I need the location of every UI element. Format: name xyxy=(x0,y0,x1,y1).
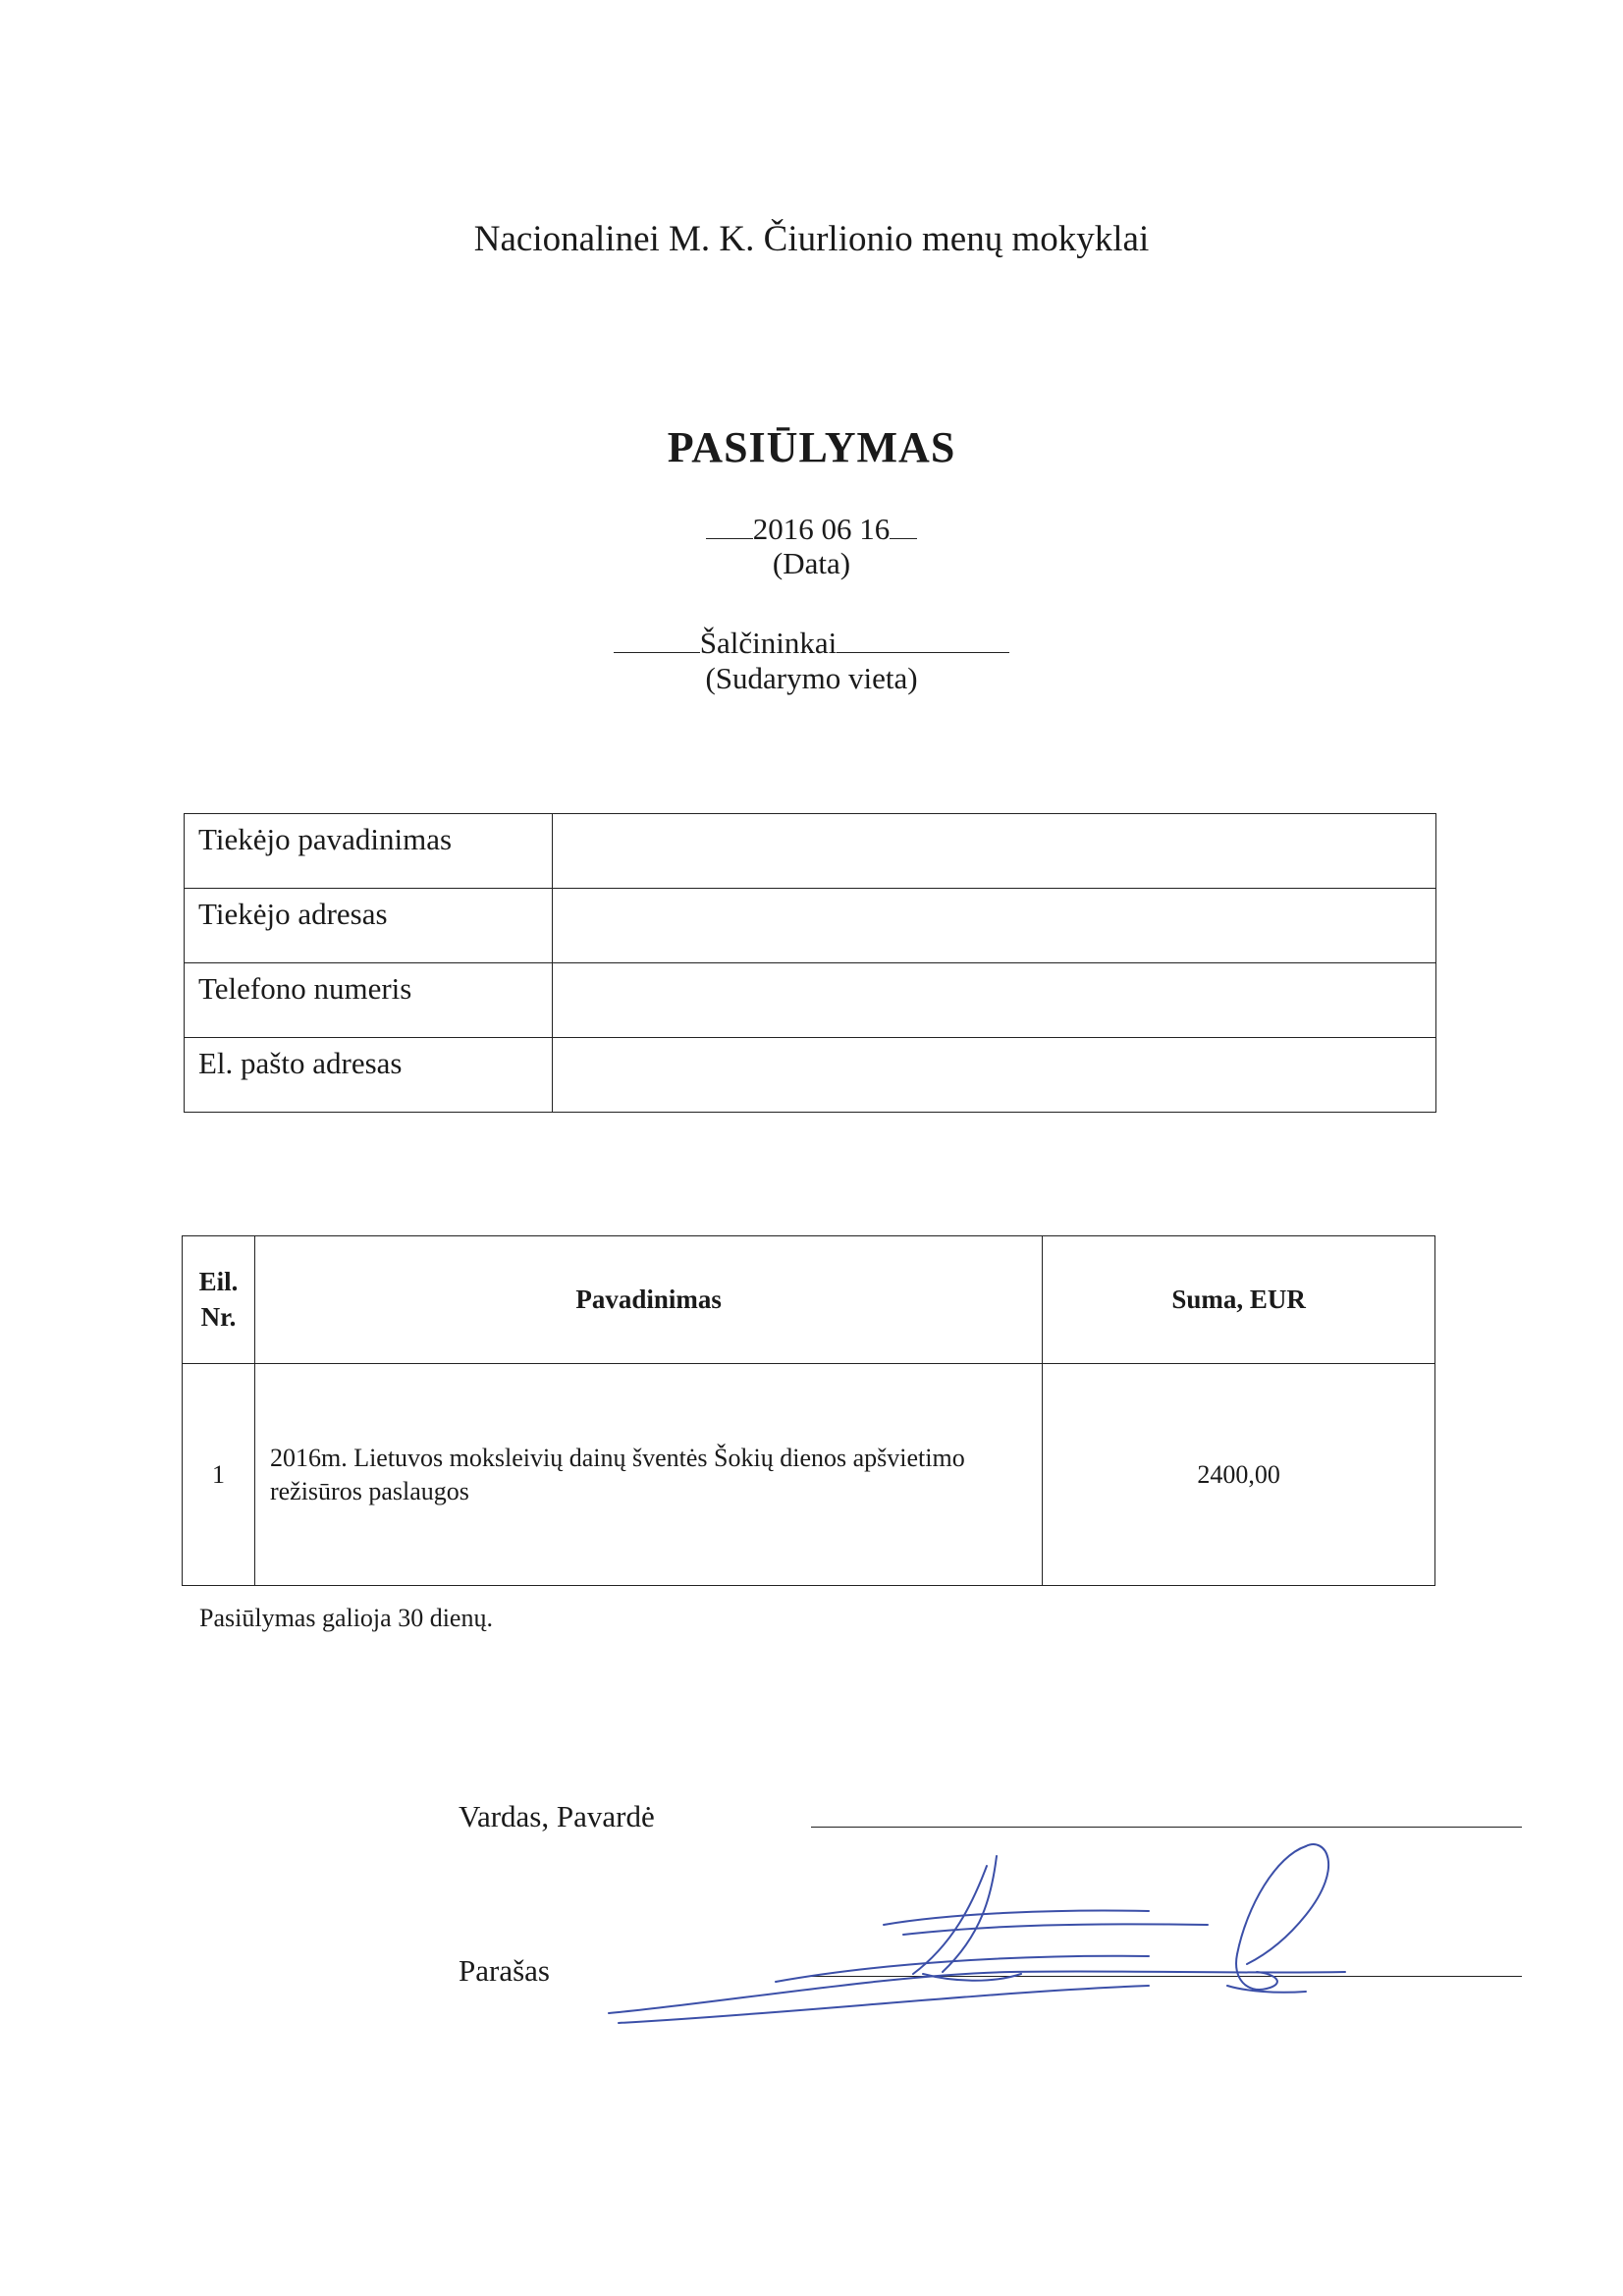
supplier-address-label: Tiekėjo adresas xyxy=(185,889,553,963)
items-header-row xyxy=(183,1236,1435,1364)
supplier-address-value[interactable] xyxy=(553,889,1436,963)
supplier-table xyxy=(184,813,1436,1113)
supplier-row xyxy=(185,814,1436,889)
header-number xyxy=(183,1236,255,1364)
place-field xyxy=(0,623,1623,661)
signature-stroke xyxy=(619,1986,1149,2023)
signature-stroke xyxy=(884,1911,1149,1925)
header-number-label: Eil. Nr. xyxy=(198,1267,239,1332)
supplier-name-value[interactable] xyxy=(553,814,1436,889)
supplier-email-value[interactable] xyxy=(553,1038,1436,1113)
supplier-row xyxy=(185,889,1436,963)
handwritten-signature xyxy=(599,1827,1365,2043)
signature-stroke xyxy=(903,1924,1208,1935)
supplier-email-label: El. pašto adresas xyxy=(185,1038,553,1113)
date-field xyxy=(0,509,1623,547)
document-title: PASIŪLYMAS xyxy=(667,423,956,471)
date-blank-right xyxy=(890,509,917,539)
item-name-cell xyxy=(254,1364,1042,1586)
supplier-row xyxy=(185,1038,1436,1113)
name-label: Vardas, Pavardė xyxy=(459,1799,655,1833)
place-blank-left xyxy=(614,623,700,653)
supplier-phone-label: Telefono numeris xyxy=(185,963,553,1038)
validity-note: Pasiūlymas galioja 30 dienų. xyxy=(199,1604,493,1632)
recipient-heading: Nacionalinei M. K. Čiurlionio menų mokyklai xyxy=(473,219,1150,259)
date-caption: (Data) xyxy=(772,546,851,580)
items-table xyxy=(182,1235,1435,1586)
item-number: 1 xyxy=(183,1364,255,1586)
supplier-name-label: Tiekėjo pavadinimas xyxy=(185,814,553,889)
signature-stroke xyxy=(1236,1846,1306,1990)
supplier-row xyxy=(185,963,1436,1038)
date-blank-left xyxy=(706,509,753,539)
signature-label: Parašas xyxy=(459,1953,550,1988)
date-value: 2016 06 16 xyxy=(752,512,891,546)
header-sum: Suma, EUR xyxy=(1043,1236,1435,1364)
signature-stroke xyxy=(776,1956,1149,1982)
item-sum: 2400,00 xyxy=(1043,1364,1435,1586)
table-row xyxy=(183,1364,1435,1586)
place-caption: (Sudarymo vieta) xyxy=(705,661,918,695)
signature-stroke xyxy=(609,1971,1345,2013)
supplier-phone-value[interactable] xyxy=(553,963,1436,1038)
header-name: Pavadinimas xyxy=(254,1236,1042,1364)
item-name: 2016m. Lietuvos moksleivių dainų šventės Šokių dienos apšvietimo režisūros paslaugos xyxy=(269,1443,965,1505)
place-blank-right xyxy=(837,623,1009,653)
signature-stroke xyxy=(1247,1844,1328,1964)
place-value: Šalčininkai xyxy=(699,626,838,660)
